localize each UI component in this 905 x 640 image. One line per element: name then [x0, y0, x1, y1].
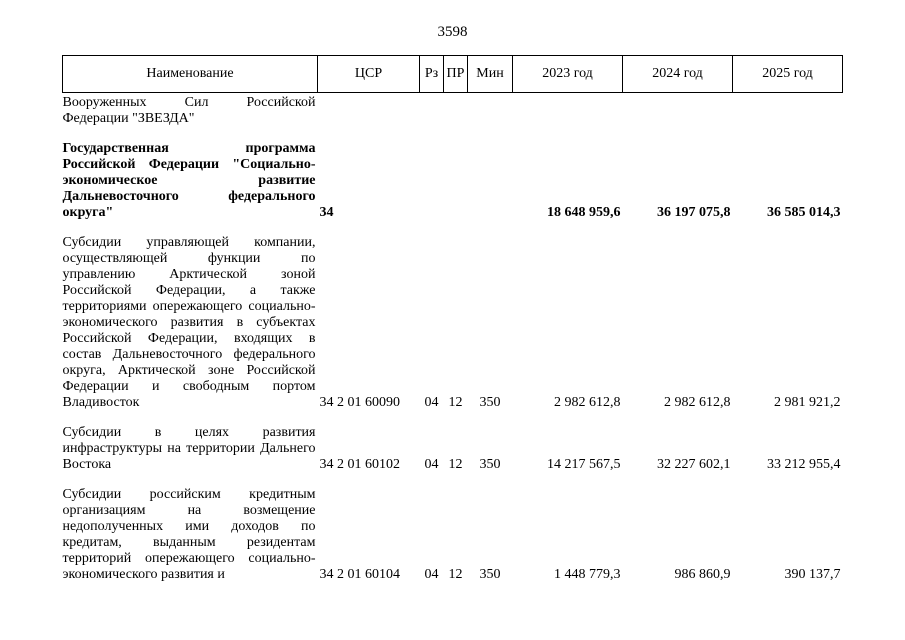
row-name: Государственная программа Российской Федерации "Социально-экономическое развитие Дальневосточного федерального округа"	[62, 141, 316, 220]
row-csr: 34 2 01 60102	[319, 457, 400, 472]
row-2025: 33 212 955,4	[767, 457, 841, 472]
header-csr: ЦСР	[318, 56, 420, 93]
row-pr: 12	[448, 395, 463, 410]
row-min: 350	[479, 395, 501, 410]
row-rz	[420, 93, 444, 128]
row-2025: 390 137,7	[784, 567, 841, 582]
row-name: Субсидии управляющей компании, осуществляющей функции по управлению Арктической зоной Российской Федерации, а также территориями опережающего социально-экономического развития в субъектах Российской Федерации, входящих в состав Дальневосточного федерального округа, Арктической зоне Российской Федерации и свободным портом Владивосток	[62, 235, 316, 410]
row-2024: 36 197 075,8	[657, 205, 731, 220]
row-rz: 04	[424, 395, 439, 410]
header-name: Наименование	[63, 56, 318, 93]
row-2024: 2 982 612,8	[664, 395, 731, 410]
row-spacer	[63, 127, 843, 141]
row-rz	[420, 141, 444, 221]
header-rz: Рз	[420, 56, 444, 93]
row-2023: 2 982 612,8	[554, 395, 621, 410]
table-row	[63, 93, 843, 128]
row-2023: 14 217 567,5	[547, 457, 621, 472]
header-2025: 2025 год	[733, 56, 843, 93]
table-row	[63, 141, 843, 221]
header-min: Мин	[468, 56, 513, 93]
header-pr: ПР	[444, 56, 468, 93]
row-2025: 36 585 014,3	[767, 205, 841, 220]
row-pr	[444, 141, 468, 221]
row-csr	[318, 93, 420, 128]
row-2023: 1 448 779,3	[554, 567, 621, 582]
row-spacer	[63, 473, 843, 487]
row-min: 350	[479, 457, 501, 472]
row-2023	[513, 93, 623, 128]
row-pr	[444, 93, 468, 128]
row-csr: 34 2 01 60090	[319, 395, 400, 410]
table-header-row	[63, 56, 843, 93]
row-min: 350	[479, 567, 501, 582]
page-number: 3598	[437, 24, 468, 40]
row-spacer	[63, 221, 843, 235]
row-rz: 04	[424, 567, 439, 582]
row-2025	[733, 93, 843, 128]
row-2025: 2 981 921,2	[774, 395, 841, 410]
row-2024: 32 227 602,1	[657, 457, 731, 472]
header-2023: 2023 год	[513, 56, 623, 93]
row-min	[468, 141, 513, 221]
row-rz: 04	[424, 457, 439, 472]
row-spacer	[63, 411, 843, 425]
budget-table	[62, 55, 843, 583]
row-csr: 34	[319, 205, 334, 220]
row-name: Субсидии российским кредитным организациям на возмещение недополученных ими доходов по кредитам, выданным резидентам территорий опережающего социально-экономического развития и	[62, 487, 316, 582]
row-name: Субсидии в целях развития инфраструктуры на территории Дальнего Востока	[62, 425, 316, 472]
table-row	[63, 235, 843, 411]
row-min	[468, 93, 513, 128]
table-row	[63, 425, 843, 473]
row-2024	[623, 93, 733, 128]
table-row	[63, 487, 843, 583]
row-pr: 12	[448, 457, 463, 472]
row-csr: 34 2 01 60104	[319, 567, 400, 582]
row-2024: 986 860,9	[674, 567, 731, 582]
row-2023: 18 648 959,6	[547, 205, 621, 220]
header-2024: 2024 год	[623, 56, 733, 93]
row-name: Вооруженных Сил Российской Федерации "ЗВЕЗДА"	[62, 95, 316, 126]
row-pr: 12	[448, 567, 463, 582]
